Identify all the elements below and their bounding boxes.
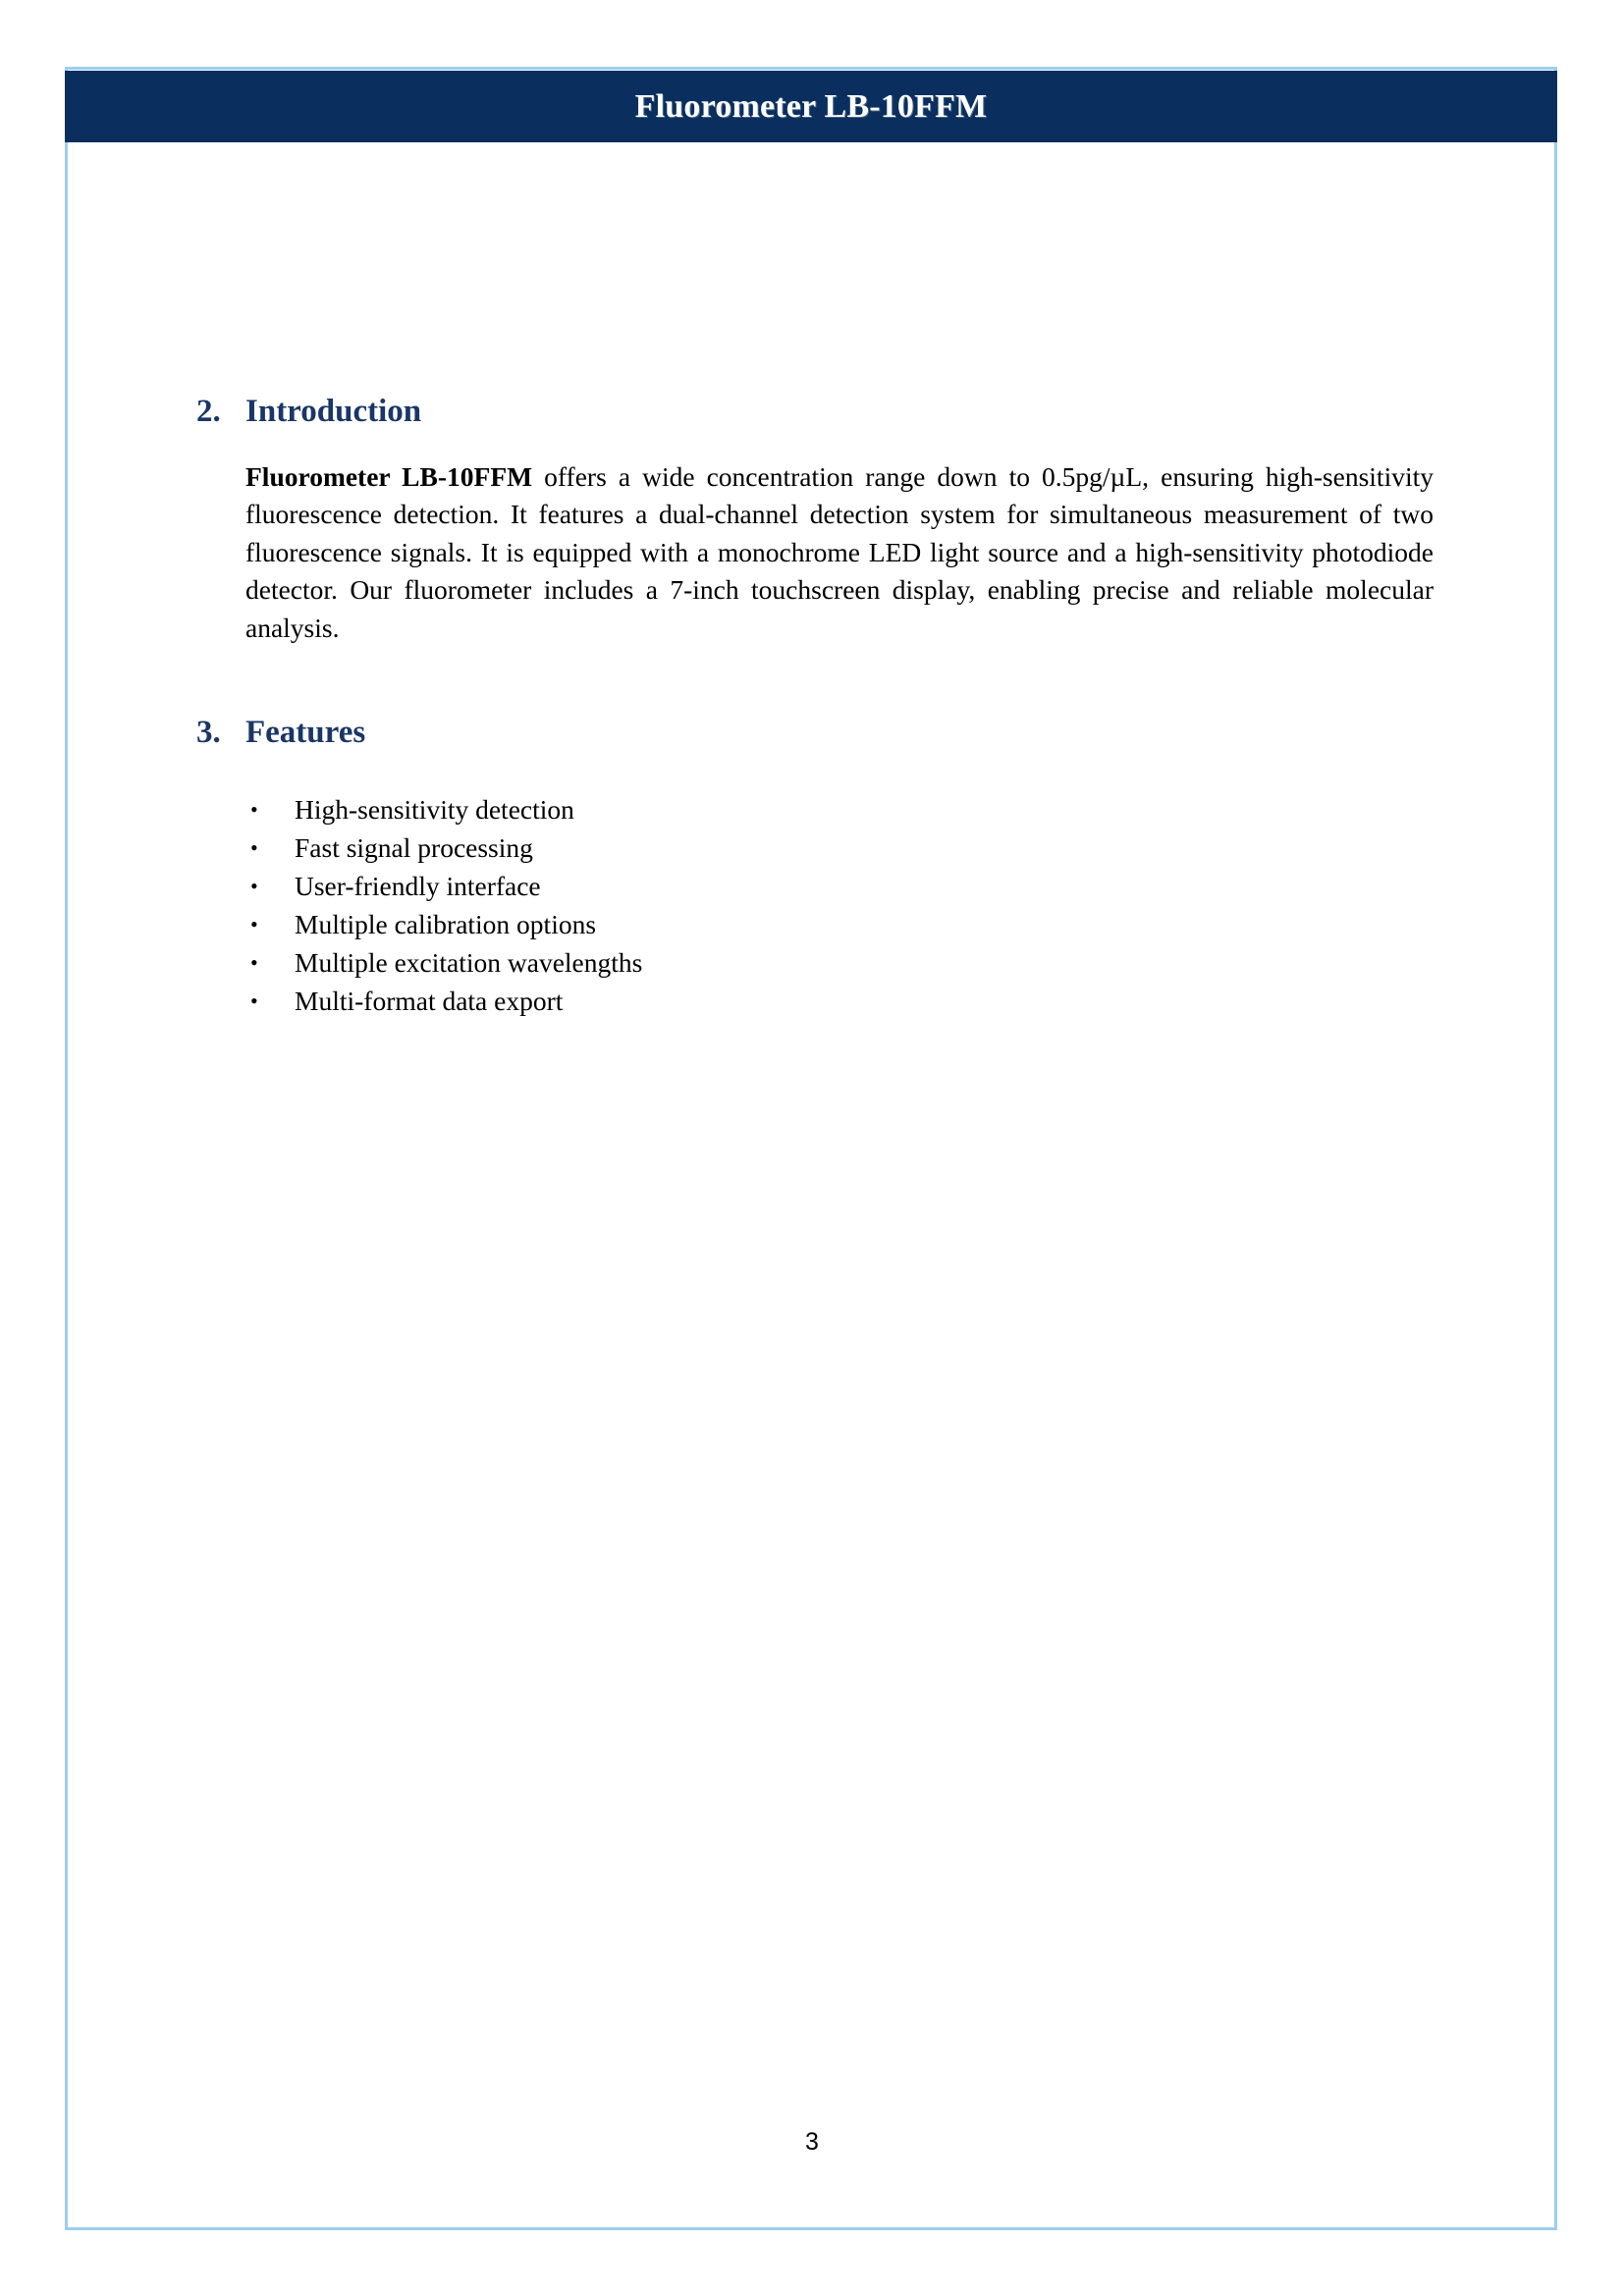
section-introduction [0, 393, 1624, 647]
list-item-label: Multiple excitation wavelengths [295, 946, 643, 978]
page-content [0, 142, 1624, 1020]
heading-number-features: 3. [196, 715, 221, 751]
heading-number-introduction: 2. [196, 394, 221, 429]
heading-features [0, 714, 1624, 753]
document-header-title: Fluorometer LB-10FFM [634, 87, 988, 125]
list-item [250, 867, 1624, 905]
bullet-icon: • [250, 873, 258, 898]
list-item [250, 828, 1624, 867]
list-item-label: Multi-format data export [295, 985, 564, 1016]
section-features [0, 714, 1624, 1020]
list-item [250, 790, 1624, 828]
list-item [250, 943, 1624, 982]
list-item [250, 982, 1624, 1020]
bullet-icon: • [250, 911, 258, 936]
list-item-label: High-sensitivity detection [295, 793, 574, 825]
heading-title-introduction: Introduction [245, 394, 422, 429]
bullet-icon: • [250, 988, 258, 1013]
list-item-label: Fast signal processing [295, 831, 533, 863]
page-number: 3 [805, 2128, 819, 2156]
header-banner [65, 71, 1557, 142]
introduction-paragraph-lead: Fluorometer LB-10FFM [245, 460, 533, 492]
heading-introduction [0, 393, 1624, 432]
list-item-label: User-friendly interface [295, 870, 541, 901]
introduction-paragraph [245, 458, 1434, 648]
introduction-paragraph-body: offers a wide concentration range down to 0.5pg/µL, ensuring high-sensitivity fluorescence detection. It features a dual-channel detection system for simultaneous measurement of two fluorescence signals. It is equipped with a monochrome LED light source and a high-sensitivity photodiode detector. Our fluorometer includes a 7-inch touchscreen display, enabling precise and reliable molecular analysis. [245, 460, 1434, 643]
list-item-label: Multiple calibration options [295, 908, 597, 939]
features-list [0, 790, 1624, 1020]
bullet-icon: • [250, 949, 258, 975]
list-item [250, 905, 1624, 943]
bullet-icon: • [250, 834, 258, 860]
heading-title-features: Features [245, 715, 366, 751]
bullet-icon: • [250, 796, 258, 822]
